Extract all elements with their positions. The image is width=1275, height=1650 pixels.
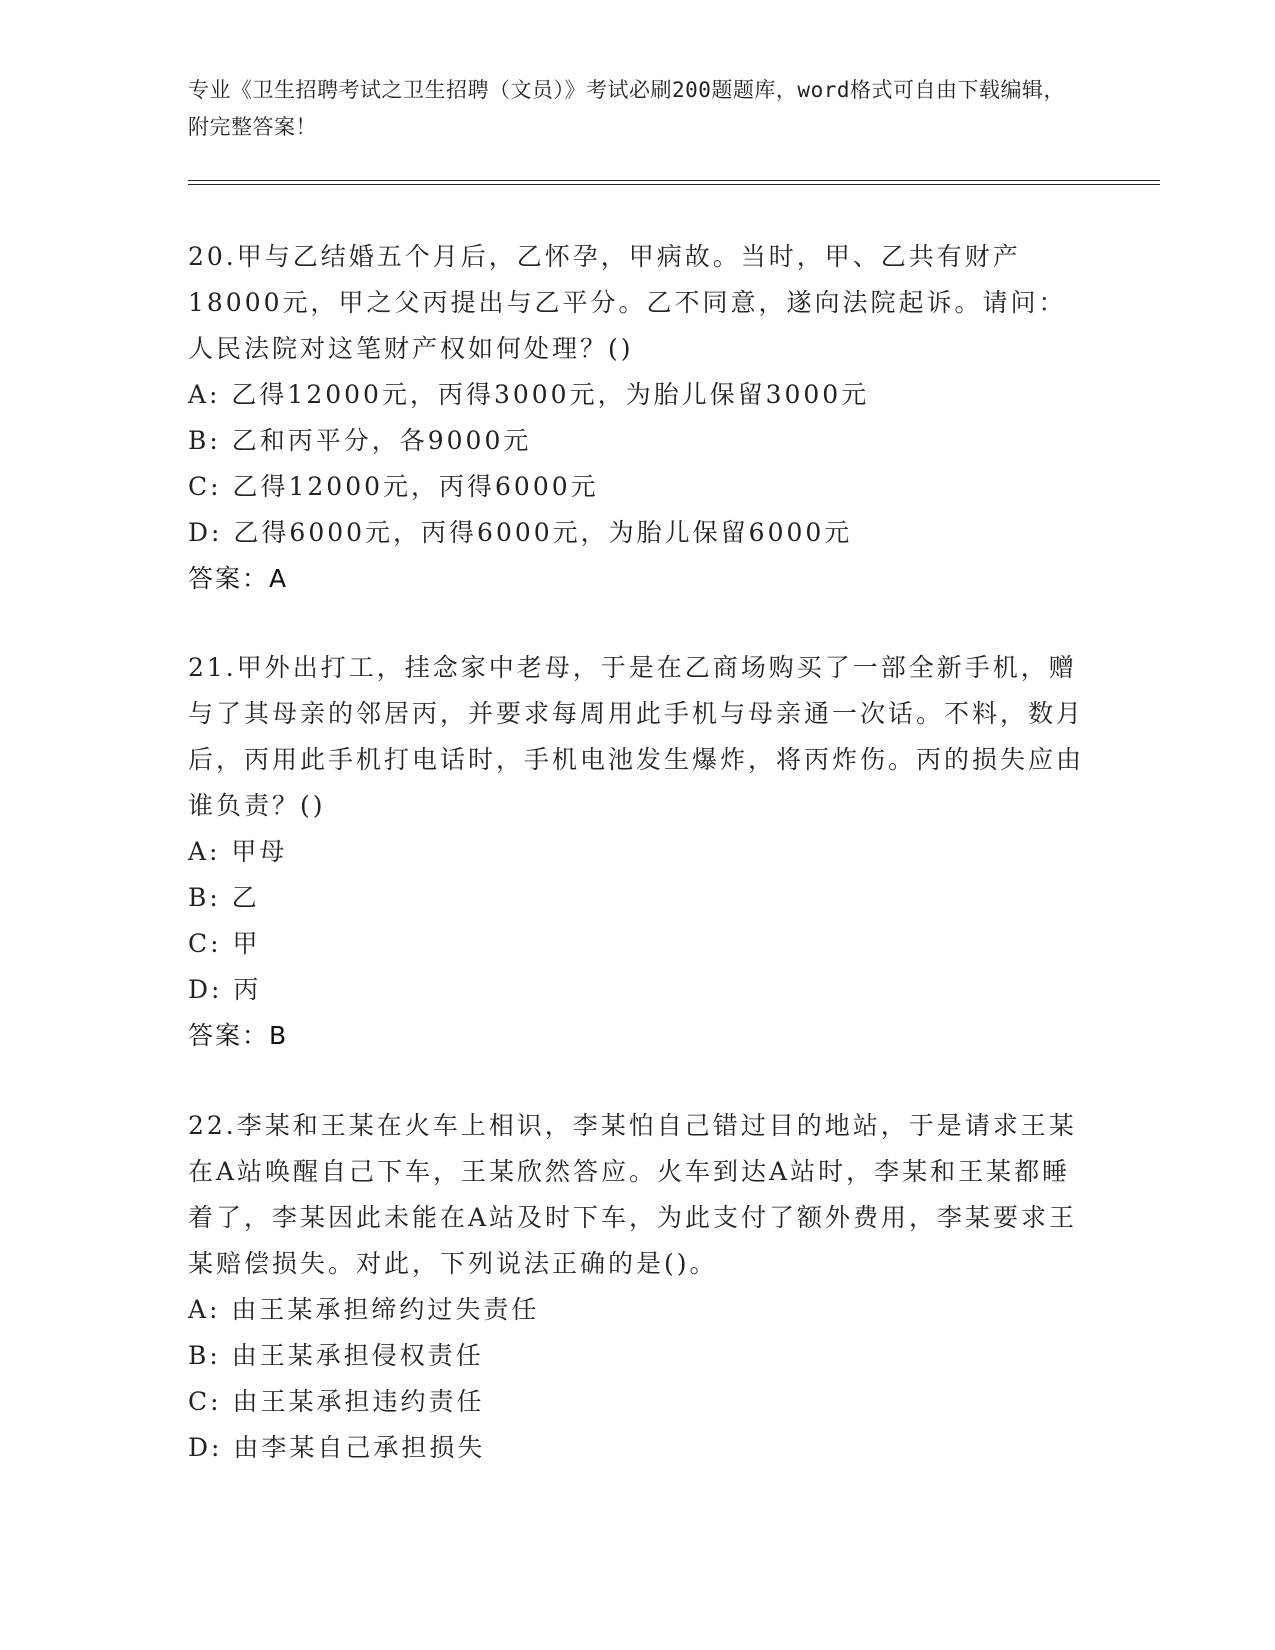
question-text: 20.甲与乙结婚五个月后，乙怀孕，甲病故。当时，甲、乙共有财产18000元，甲之父丙提出与乙平分。乙不同意，遂向法院起诉。请问：人民法院对这笔财产权如何处理？() bbox=[188, 242, 1067, 363]
option-b: B: 乙 bbox=[188, 883, 260, 912]
header-divider-top bbox=[188, 180, 1160, 181]
option-d: D: 丙 bbox=[188, 975, 262, 1004]
option-c: C: 甲 bbox=[188, 929, 261, 958]
option-c: C: 由王某承担违约责任 bbox=[188, 1387, 485, 1416]
answer-line: 答案：A bbox=[188, 564, 289, 593]
option-c: C: 乙得12000元，丙得6000元 bbox=[188, 472, 599, 501]
document-header: 专业《卫生招聘考试之卫生招聘（文员）》考试必刷200题题库，word格式可自由下载编辑，附完整答案！ bbox=[188, 78, 1065, 139]
option-a: A: 乙得12000元，丙得3000元，为胎儿保留3000元 bbox=[188, 380, 870, 409]
question-21 bbox=[188, 645, 1088, 1059]
option-b: B: 由王某承担侵权责任 bbox=[188, 1341, 484, 1370]
option-d: D: 乙得6000元，丙得6000元，为胎儿保留6000元 bbox=[188, 518, 853, 547]
question-text: 21.甲外出打工，挂念家中老母，于是在乙商场购买了一部全新手机，赠与了其母亲的邻居丙，并要求每周用此手机与母亲通一次话。不料，数月后，丙用此手机打电话时，手机电池发生爆炸，将丙炸伤。丙的损失应由谁负责？() bbox=[188, 653, 1085, 820]
option-d: D: 由李某自己承担损失 bbox=[188, 1433, 486, 1462]
option-b: B: 乙和丙平分，各9000元 bbox=[188, 426, 532, 455]
option-a: A: 甲母 bbox=[188, 837, 288, 866]
answer-line: 答案：B bbox=[188, 1021, 289, 1050]
question-20 bbox=[188, 234, 1088, 602]
question-22 bbox=[188, 1103, 1088, 1471]
header-divider-bottom bbox=[188, 184, 1160, 185]
option-a: A: 由王某承担缔约过失责任 bbox=[188, 1295, 540, 1324]
question-text: 22.李某和王某在火车上相识，李某怕自己错过目的地站，于是请求王某在A站唤醒自己下车，王某欣然答应。火车到达A站时，李某和王某都睡着了，李某因此未能在A站及时下车，为此支付了额外费用，李某要求王某赔偿损失。对此，下列说法正确的是()。 bbox=[188, 1111, 1078, 1278]
